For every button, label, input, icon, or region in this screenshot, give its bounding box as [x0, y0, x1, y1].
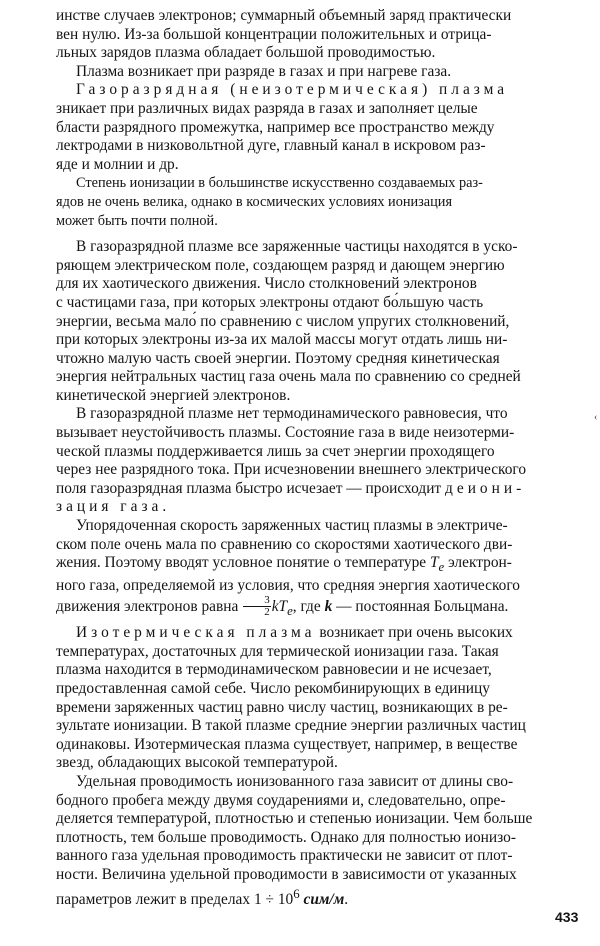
temperature-line-2: ском поле очень мала по сравнению со скоростями хаотического дви-	[56, 535, 513, 553]
equilibrium-line: ческой плазмы поддерживается лишь за счет энергии проходящего	[56, 442, 495, 460]
boltzmann-symbol: k	[324, 597, 333, 615]
temperature-line-4: ного газа, определяемой из условия, что средняя энергия хаотического	[56, 576, 520, 594]
equilibrium-line: В газоразрядной плазме нет термодинамического равновесия, что	[76, 405, 508, 423]
ionization-note-line-2: ядов не очень велика, однако в космических условиях ионизация	[56, 193, 453, 210]
isothermal-line-1-post: возникает при очень высоких	[319, 624, 513, 642]
temperature-line-5-post: , где	[292, 597, 321, 615]
conductivity-line: деляется температурой, плотностью и степенью ионизации. Чем больше	[56, 810, 533, 828]
temperature-line-3-post: электрон-	[448, 554, 512, 572]
acceleration-line: для их хаотического движения. Число столкновений электронов	[56, 275, 477, 293]
acceleration-line: энергия нейтральных частиц газа очень мала по сравнению со средней	[56, 368, 521, 386]
temperature-line-5-pre: движения электронов равна	[56, 597, 239, 615]
acceleration-line: чтожно малую часть своей энергии. Поэтому средняя кинетическая	[56, 349, 500, 367]
ionization-note-line-1: Степень ионизации в большинстве искусственно создаваемых раз-	[76, 175, 483, 192]
fraction-denominator: 2	[264, 606, 270, 619]
deionization-term-part-2: зация газа.	[56, 498, 171, 516]
intro-line-3: льных зарядов плазма обладает большой проводимостью.	[56, 44, 436, 62]
kTe-symbol	[271, 597, 293, 618]
acceleration-line: В газоразрядной плазме все заряженные частицы находятся в уско-	[76, 238, 518, 256]
subscript-e: e	[287, 603, 293, 618]
fraction-numerator: 3	[243, 595, 271, 607]
symbol-kT: kT	[271, 597, 288, 615]
acceleration-line: энергии, весьма мало́ по сравнению с числом упругих столкновений,	[56, 312, 510, 330]
intro-line-2: вен нулю. Из-за большой концентрации положительных и отрица-	[56, 25, 492, 43]
isothermal-line: температурах, достаточных для термической ионизации газа. Такая	[56, 642, 499, 660]
conductivity-paragraph	[56, 773, 580, 909]
page-number: 433	[555, 909, 579, 925]
acceleration-paragraph	[56, 238, 580, 405]
isothermal-line: плазма находится в термодинамическом равновесии и не исчезает,	[56, 661, 492, 679]
range-base: 10	[277, 890, 294, 908]
subscript-e: e	[438, 560, 445, 575]
equilibrium-line: поля газоразрядная плазма быстро исчезает — происходит	[56, 479, 442, 497]
isothermal-line: предоставленная самой себе. Число рекомбинирующих в единицу	[56, 679, 490, 697]
isothermal-paragraph	[56, 624, 580, 773]
conductivity-unit: сим/м	[303, 890, 345, 908]
intro-paragraph	[56, 7, 580, 63]
symbol-T: T	[429, 554, 439, 572]
gas-discharge-line-3: бласти разрядного промежутка, например все пространство между	[56, 118, 495, 136]
acceleration-line: с частицами газа, при которых электроны отдают бо́льшую часть	[56, 293, 484, 311]
ionization-note-line-3: может быть почти полной.	[56, 212, 218, 229]
equilibrium-line: через нее разрядного тока. При исчезновении внешнего электрического	[56, 461, 527, 479]
conductivity-line: плотность, тем больше проводимость. Однако для полностью ионизо-	[56, 828, 516, 846]
conductivity-line: Удельная проводимость ионизованного газа зависит от длины сво-	[76, 772, 514, 790]
deionization-term-part-1: деиони-	[445, 479, 526, 497]
intro-line-1: инстве случаев электронов; суммарный объемный заряд практически	[56, 7, 512, 24]
temperature-line-3-pre: жения. Поэтому вводят условное понятие о температуре	[56, 554, 427, 572]
gas-discharge-line-2: зникает при различных видах разряда в газах и заполняет целые	[56, 99, 478, 117]
equilibrium-paragraph	[56, 405, 580, 517]
acceleration-line: при которых электроны из-за их малой массы могут отдать лишь ни-	[56, 331, 508, 349]
fraction-three-halves	[243, 595, 271, 618]
acceleration-line: кинетической энергией электронов.	[56, 386, 291, 404]
ionization-note	[56, 174, 580, 230]
isothermal-line: звезд, обладающих высокой температурой.	[56, 754, 338, 772]
isothermal-line: времени заряженных частиц равно числу частиц, возникающих в ре-	[56, 698, 508, 716]
acceleration-line: ряющем электрическом поле, создающем разряд и дающем энергию	[56, 256, 505, 274]
temperature-line-5-end: — постоянная Больцмана.	[336, 597, 509, 615]
range-exponent: 6	[293, 886, 300, 901]
temperature-paragraph	[56, 517, 580, 620]
page-body	[56, 7, 580, 909]
energy-formula-line	[56, 594, 509, 619]
gas-discharge-paragraph	[56, 81, 580, 174]
electron-temperature-symbol	[429, 554, 445, 575]
range-from: 1	[253, 890, 262, 908]
gas-discharge-line-4: лектродами в низковольтной дуге, главный канал в искровом раз-	[56, 137, 486, 155]
range-separator: ÷	[265, 890, 274, 908]
conductivity-line: ности. Величина удельной проводимости в зависимости от указанных	[56, 865, 517, 883]
margin-mark: ‹	[594, 412, 598, 423]
isothermal-line: зультате ионизации. В такой плазме средние энергии различных частиц	[56, 717, 526, 735]
conductivity-last-pre: параметров лежит в пределах	[56, 890, 251, 908]
temperature-line-1: Упорядоченная скорость заряженных частиц плазмы в электриче-	[76, 517, 508, 535]
equilibrium-line: вызывает неустойчивость плазмы. Состояние газа в виде неизотерми-	[56, 424, 515, 442]
origin-paragraph: Плазма возникает при разряде в газах и при нагреве газа.	[76, 62, 452, 80]
gas-discharge-line-5: яде и молнии и др.	[56, 155, 179, 173]
gas-discharge-term: Газоразрядная (неизотермическая) плазма	[76, 81, 509, 99]
conductivity-end: .	[344, 890, 349, 908]
isothermal-term: Изотермическая плазма	[76, 624, 316, 642]
conductivity-line: бодного пробега между двумя соударениями и, следовательно, опре-	[56, 791, 506, 809]
conductivity-line: ванного газа удельная проводимость практически не зависит от плот-	[56, 847, 513, 865]
isothermal-line: одинаковы. Изотермическая плазма существует, например, в веществе	[56, 735, 518, 753]
